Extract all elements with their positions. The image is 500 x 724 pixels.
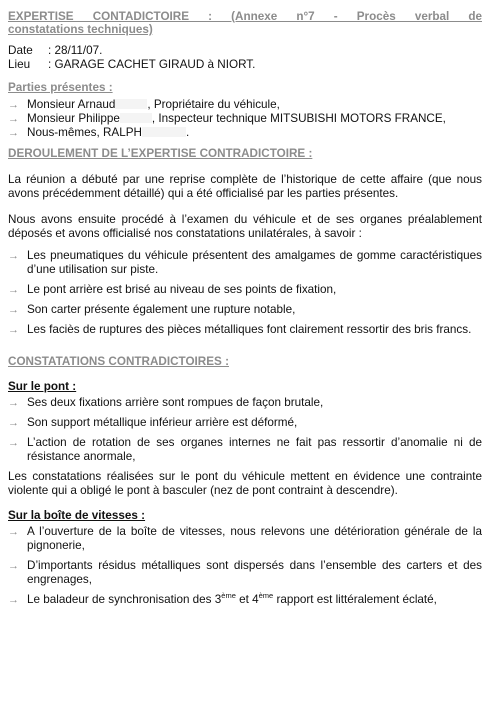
list-item (8, 593, 482, 607)
party-role: , Propriétaire du véhicule, (147, 98, 280, 111)
boite-subheading: Sur la boîte de vitesses : (8, 509, 146, 522)
deroulement-paragraph-2: Nous avons ensuite procédé à l’examen du véhicule et de ses organes préalablement déposés et avons officialisé nos constatations unilatérales, à savoir : (8, 213, 482, 240)
arrow-bullet-icon: → (8, 437, 19, 449)
list-item-text: L’action de rotation de ses organes internes ne fait pas ressortir d’anomalie ni de résistance anormale, (27, 436, 482, 463)
list-item-text: Le pont arrière est brisé au niveau de ses points de fixation, (27, 283, 337, 296)
party-name: Nous-mêmes, RALPH (27, 126, 142, 139)
list-item-text: Les pneumatiques du véhicule présentent des amalgames de gomme caractéristiques d’une utilisation sur piste. (27, 249, 482, 276)
constatations-heading: CONSTATATIONS CONTRADICTOIRES : (8, 355, 229, 368)
pont-paragraph: Les constatations réalisées sur le pont du véhicule mettent en évidence une contrainte violente qui a obligé le pont à basculer (nez de pont contraint à descendre). (8, 470, 482, 497)
title-line-1: EXPERTISE CONTADICTOIRE : (Annexe n°7 - Procès verbal de (8, 10, 482, 23)
arrow-bullet-icon: → (8, 250, 19, 262)
lieu-value: : GARAGE CACHET GIRAUD à NIORT. (48, 58, 256, 71)
arrow-bullet-icon: → (8, 324, 19, 336)
arrow-bullet-icon: → (8, 417, 19, 429)
list-item (8, 126, 482, 140)
list-item (8, 396, 482, 410)
date-label: Date (8, 44, 33, 57)
list-item-text: Ses deux fixations arrière sont rompues de façon brutale, (27, 396, 324, 409)
redacted-block (142, 127, 186, 137)
arrow-bullet-icon: → (8, 526, 19, 538)
list-item (8, 525, 482, 553)
list-item-text: Son support métallique inférieur arrière est déformé, (27, 416, 298, 429)
deroulement-list (8, 249, 482, 337)
lieu-label: Lieu (8, 58, 31, 71)
document-page (8, 10, 482, 607)
party-name: Monsieur Philippe (27, 112, 120, 125)
list-item (8, 283, 482, 297)
title-line-2: constatations techniques) (8, 23, 153, 36)
pont-subheading: Sur le pont : (8, 380, 77, 393)
list-item-text: Les faciès de ruptures des pièces métalliques font clairement ressortir des bris francs. (27, 323, 472, 336)
arrow-bullet-icon: → (8, 304, 19, 316)
list-item-text-part: et 4 (235, 593, 259, 606)
arrow-bullet-icon: → (8, 113, 19, 125)
pont-list (8, 396, 482, 464)
deroulement-heading: DEROULEMENT DE L’EXPERTISE CONTRADICTOIRE : (8, 147, 313, 160)
arrow-bullet-icon: → (8, 594, 19, 606)
list-item (8, 303, 482, 317)
date-value: : 28/11/07. (48, 44, 103, 57)
parties-heading: Parties présentes : (8, 81, 113, 94)
party-name: Monsieur Arnaud (27, 98, 116, 111)
list-item-text-part: Le baladeur de synchronisation des 3 (27, 593, 222, 606)
list-item-text: D’importants résidus métalliques sont dispersés dans l’ensemble des carters et des engrenages, (27, 559, 482, 586)
redacted-block (120, 113, 152, 123)
lieu-row (8, 58, 482, 72)
arrow-bullet-icon: → (8, 560, 19, 572)
boite-list (8, 525, 482, 607)
list-item (8, 112, 482, 126)
superscript: ème (258, 591, 274, 600)
list-item-text: A l’ouverture de la boîte de vitesses, nous relevons une détérioration générale de la pignonerie, (27, 525, 482, 552)
list-item (8, 416, 482, 430)
arrow-bullet-icon: → (8, 284, 19, 296)
party-role: . (185, 126, 190, 139)
list-item (8, 436, 482, 464)
list-item (8, 323, 482, 337)
list-item (8, 98, 482, 112)
list-item (8, 249, 482, 277)
arrow-bullet-icon: → (8, 99, 19, 111)
arrow-bullet-icon: → (8, 397, 19, 409)
superscript: ème (221, 591, 236, 600)
document-title (8, 10, 482, 36)
list-item-text-part: rapport est littéralement éclaté, (273, 593, 437, 606)
arrow-bullet-icon: → (8, 127, 19, 139)
list-item (8, 559, 482, 587)
party-role: , Inspecteur technique MITSUBISHI MOTORS FRANCE, (151, 112, 446, 125)
redacted-block (115, 99, 147, 109)
list-item-text: Son carter présente également une rupture notable, (27, 303, 296, 316)
meta-block (8, 44, 482, 72)
parties-list (8, 98, 482, 140)
date-row (8, 44, 482, 58)
deroulement-paragraph-1: La réunion a débuté par une reprise complète de l’historique de cette affaire (que nous avons précédemment détaillé) qui a été officialisé par les parties présentes. (8, 173, 482, 200)
